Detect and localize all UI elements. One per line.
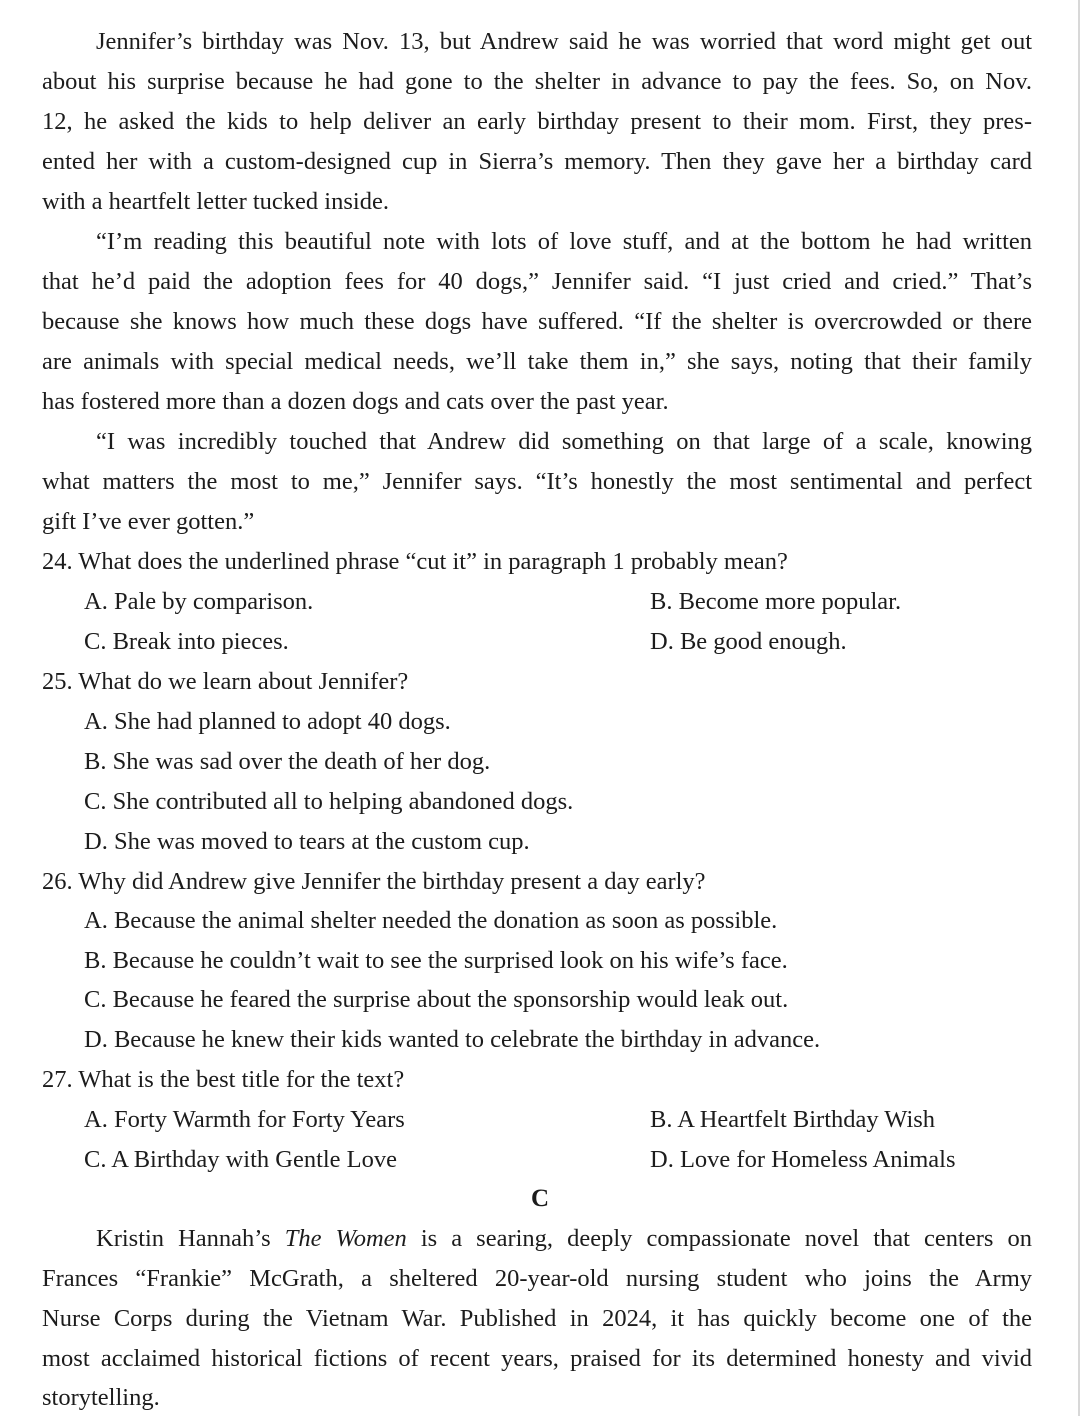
question-26-stem: 26. Why did Andrew give Jennifer the birthday present a day early? (42, 868, 706, 895)
paragraph-1-line-4: ented her with a custom-designed cup in Sierra’s memory. Then they gave her a birthday card (42, 148, 1032, 175)
paragraph-1-line-3: 12, he asked the kids to help deliver an early birthday present to their mom. First, they pres- (42, 108, 1032, 135)
paragraph-1-line-2: about his surprise because he had gone to the shelter in advance to pay the fees. So, on Nov. (42, 68, 1032, 95)
question-26-option-c: C. Because he feared the surprise about the sponsorship would leak out. (84, 986, 789, 1013)
paragraph-1-line-1: Jennifer’s birthday was Nov. 13, but Andrew said he was worried that word might get out (96, 28, 1032, 55)
paragraph-2-line-2: that he’d paid the adoption fees for 40 dogs,” Jennifer said. “I just cried and cried.” That’s (42, 268, 1032, 295)
question-26-option-d: D. Because he knew their kids wanted to celebrate the birthday in advance. (84, 1026, 821, 1053)
question-24-option-b: B. Become more popular. (650, 588, 902, 615)
paragraph-2-line-4: are animals with special medical needs, we’ll take them in,” she says, noting that their family (42, 348, 1032, 375)
paragraph-3-line-2: what matters the most to me,” Jennifer says. “It’s honestly the most sentimental and perfect (42, 468, 1032, 495)
passage-c-heading: C (530, 1185, 550, 1212)
paragraph-1-line-5: with a heartfelt letter tucked inside. (42, 188, 389, 215)
question-24-option-c: C. Break into pieces. (84, 628, 289, 655)
paragraph-2-line-5: has fostered more than a dozen dogs and cats over the past year. (42, 388, 669, 415)
question-25-option-b: B. She was sad over the death of her dog. (84, 748, 491, 775)
question-27-stem: 27. What is the best title for the text? (42, 1066, 405, 1093)
passage-c-lead: Kristin Hannah’s (96, 1225, 285, 1252)
question-25-option-a: A. She had planned to adopt 40 dogs. (84, 708, 451, 735)
question-26-option-a: A. Because the animal shelter needed the donation as soon as possible. (84, 907, 778, 934)
passage-c-line-1 (96, 1219, 1032, 1259)
question-25-option-d: D. She was moved to tears at the custom cup. (84, 828, 530, 855)
passage-c-line-5: storytelling. (42, 1384, 160, 1411)
question-26-option-b: B. Because he couldn’t wait to see the surprised look on his wife’s face. (84, 947, 788, 974)
book-title: The Women (284, 1225, 407, 1252)
paragraph-2-line-1: “I’m reading this beautiful note with lots of love stuff, and at the bottom he had written (96, 228, 1032, 255)
question-25-option-c: C. She contributed all to helping abandoned dogs. (84, 788, 574, 815)
passage-c-lead-rest: is a searing, deeply compassionate novel that centers on (406, 1225, 1032, 1252)
question-27-option-a: A. Forty Warmth for Forty Years (84, 1106, 405, 1133)
question-24-option-a: A. Pale by comparison. (84, 588, 314, 615)
question-24-stem: 24. What does the underlined phrase “cut it” in paragraph 1 probably mean? (42, 548, 788, 575)
question-25-stem: 25. What do we learn about Jennifer? (42, 668, 409, 695)
passage-c-line-3: Nurse Corps during the Vietnam War. Published in 2024, it has quickly become one of the (42, 1305, 1032, 1332)
question-27-option-c: C. A Birthday with Gentle Love (84, 1146, 398, 1173)
paragraph-2-line-3: because she knows how much these dogs have suffered. “If the shelter is overcrowded or there (42, 308, 1032, 335)
passage-c-line-2: Frances “Frankie” McGrath, a sheltered 20-year-old nursing student who joins the Army (42, 1265, 1032, 1292)
paragraph-3-line-1: “I was incredibly touched that Andrew did something on that large of a scale, knowing (96, 428, 1032, 455)
question-27-option-b: B. A Heartfelt Birthday Wish (650, 1106, 936, 1133)
passage-c-line-4: most acclaimed historical fictions of recent years, praised for its determined honesty and vivid (42, 1345, 1032, 1372)
question-27-option-d: D. Love for Homeless Animals (650, 1146, 956, 1173)
paragraph-3-line-3: gift I’ve ever gotten.” (42, 508, 255, 535)
question-24-option-d: D. Be good enough. (650, 628, 847, 655)
